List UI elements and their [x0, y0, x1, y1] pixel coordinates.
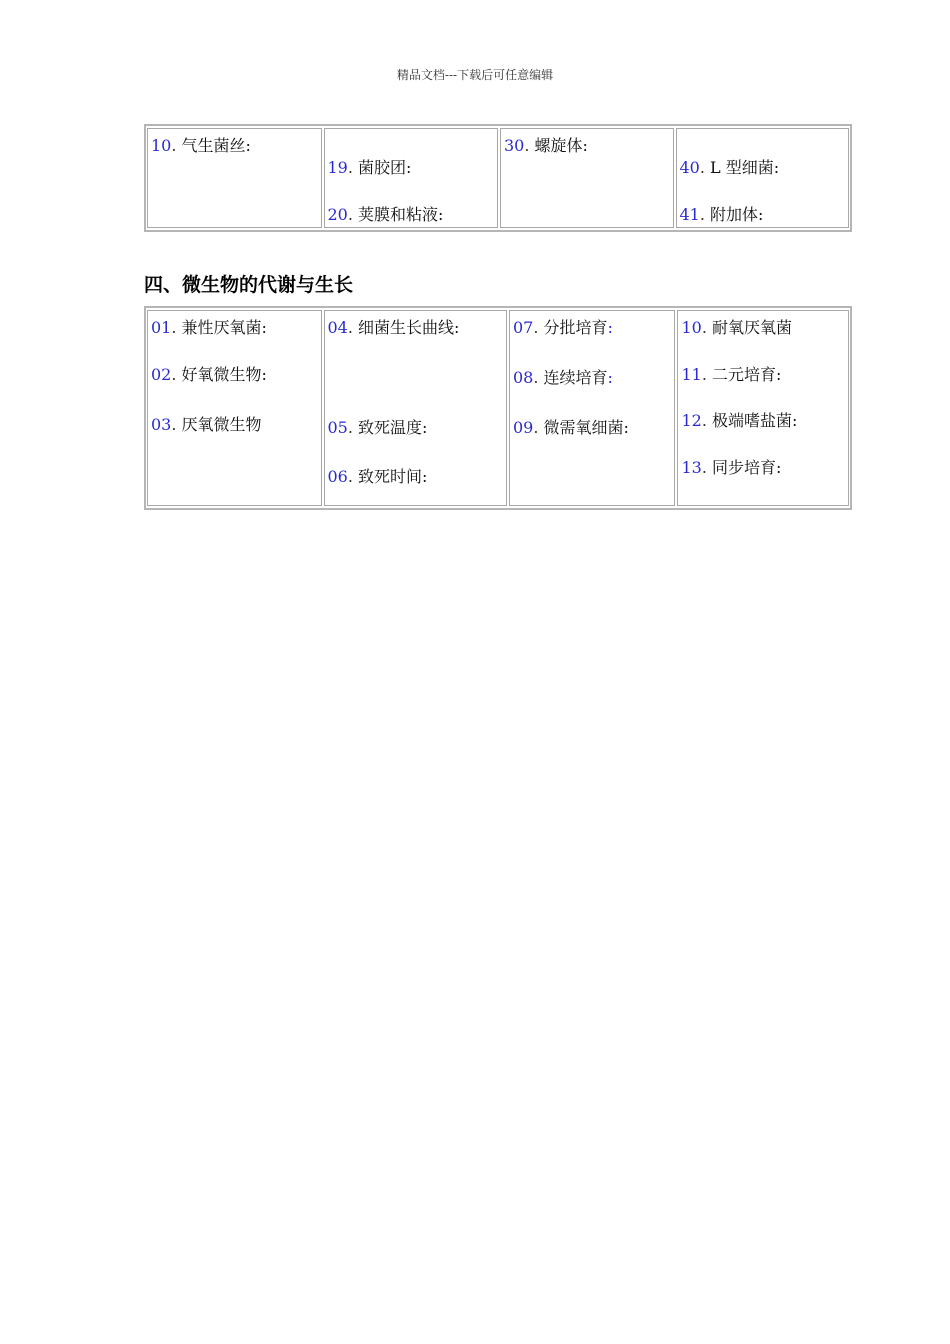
term-item: 09. 微需氧细菌: — [512, 418, 629, 437]
term-number: 06 — [327, 467, 348, 486]
term-colon: : — [607, 368, 613, 387]
term-item: 07. 分批培育: — [512, 318, 613, 337]
term-number: 02 — [151, 365, 172, 384]
table2-column-2 — [324, 310, 507, 506]
table2-column-3 — [509, 310, 676, 506]
terms-table-2 — [144, 306, 852, 510]
term-number: 05 — [327, 418, 348, 437]
term-label: 二元培育: — [712, 365, 782, 384]
page-header: 精品文档---下载后可任意编辑 — [396, 68, 554, 82]
term-number: 08 — [512, 368, 534, 387]
term-label: 连续培育 — [543, 368, 608, 387]
term-number: 20 — [327, 205, 348, 224]
term-item: 04. 细菌生长曲线: — [327, 318, 460, 337]
term-item: 10. 耐氧厌氧菌 — [681, 318, 793, 337]
term-label: 荚膜和粘液: — [358, 205, 444, 224]
term-item: 12. 极端嗜盐菌: — [681, 411, 798, 430]
term-label: 附加体: — [710, 205, 764, 224]
term-label: 分批培育 — [543, 318, 608, 337]
term-label: L 型细菌: — [710, 158, 780, 177]
term-label: 致死温度: — [358, 418, 428, 437]
term-item: 01. 兼性厌氧菌: — [151, 318, 267, 337]
terms-table-1 — [144, 124, 852, 232]
term-item: 13. 同步培育: — [681, 458, 782, 477]
term-label: 微需氧细菌: — [543, 418, 629, 437]
term-item: 11. 二元培育: — [681, 365, 782, 384]
term-label: 耐氧厌氧菌 — [712, 318, 793, 337]
term-label: 致死时间: — [358, 467, 428, 486]
term-number: 04 — [327, 318, 348, 337]
term-label: 同步培育: — [712, 458, 782, 477]
term-item: 30. 螺旋体: — [504, 136, 588, 155]
term-label: 兼性厌氧菌: — [181, 318, 267, 337]
term-colon: : — [607, 318, 613, 337]
term-number: 11 — [681, 365, 702, 384]
term-label: 细菌生长曲线: — [358, 318, 460, 337]
term-number: 10 — [151, 136, 172, 155]
term-label: 厌氧微生物 — [181, 415, 262, 434]
term-item: 06. 致死时间: — [327, 467, 428, 486]
term-item: 03. 厌氧微生物 — [151, 415, 262, 434]
term-item: 40. L 型细菌: — [679, 158, 780, 177]
term-item: 05. 致死温度: — [327, 418, 428, 437]
term-item: 02. 好氧微生物: — [151, 365, 267, 384]
term-number: 12 — [681, 411, 702, 430]
term-item: 41. 附加体: — [679, 205, 764, 224]
table1-column-3 — [500, 128, 674, 228]
table1-column-2 — [324, 128, 499, 228]
term-label: 极端嗜盐菌: — [712, 411, 798, 430]
term-number: 30 — [504, 136, 525, 155]
table1-column-1 — [147, 128, 322, 228]
term-item: 19. 菌胶团: — [327, 158, 412, 177]
term-item: 08. 连续培育: — [512, 368, 613, 387]
term-number: 07 — [512, 318, 534, 337]
term-number: 40 — [679, 158, 700, 177]
term-number: 09 — [512, 418, 534, 437]
term-item: 10. 气生菌丝: — [151, 136, 251, 155]
term-label: 螺旋体: — [534, 136, 588, 155]
term-number: 19 — [327, 158, 348, 177]
table2-column-4 — [677, 310, 849, 506]
section-heading: 四、微生物的代谢与生长 — [144, 274, 354, 296]
term-item: 20. 荚膜和粘液: — [327, 205, 444, 224]
term-number: 10 — [681, 318, 702, 337]
term-label: 菌胶团: — [358, 158, 412, 177]
term-number: 13 — [681, 458, 702, 477]
table1-column-4 — [676, 128, 850, 228]
term-number: 03 — [151, 415, 172, 434]
table2-column-1 — [147, 310, 322, 506]
term-label: 气生菌丝: — [181, 136, 251, 155]
term-number: 41 — [679, 205, 700, 224]
term-label: 好氧微生物: — [181, 365, 267, 384]
term-number: 01 — [151, 318, 172, 337]
